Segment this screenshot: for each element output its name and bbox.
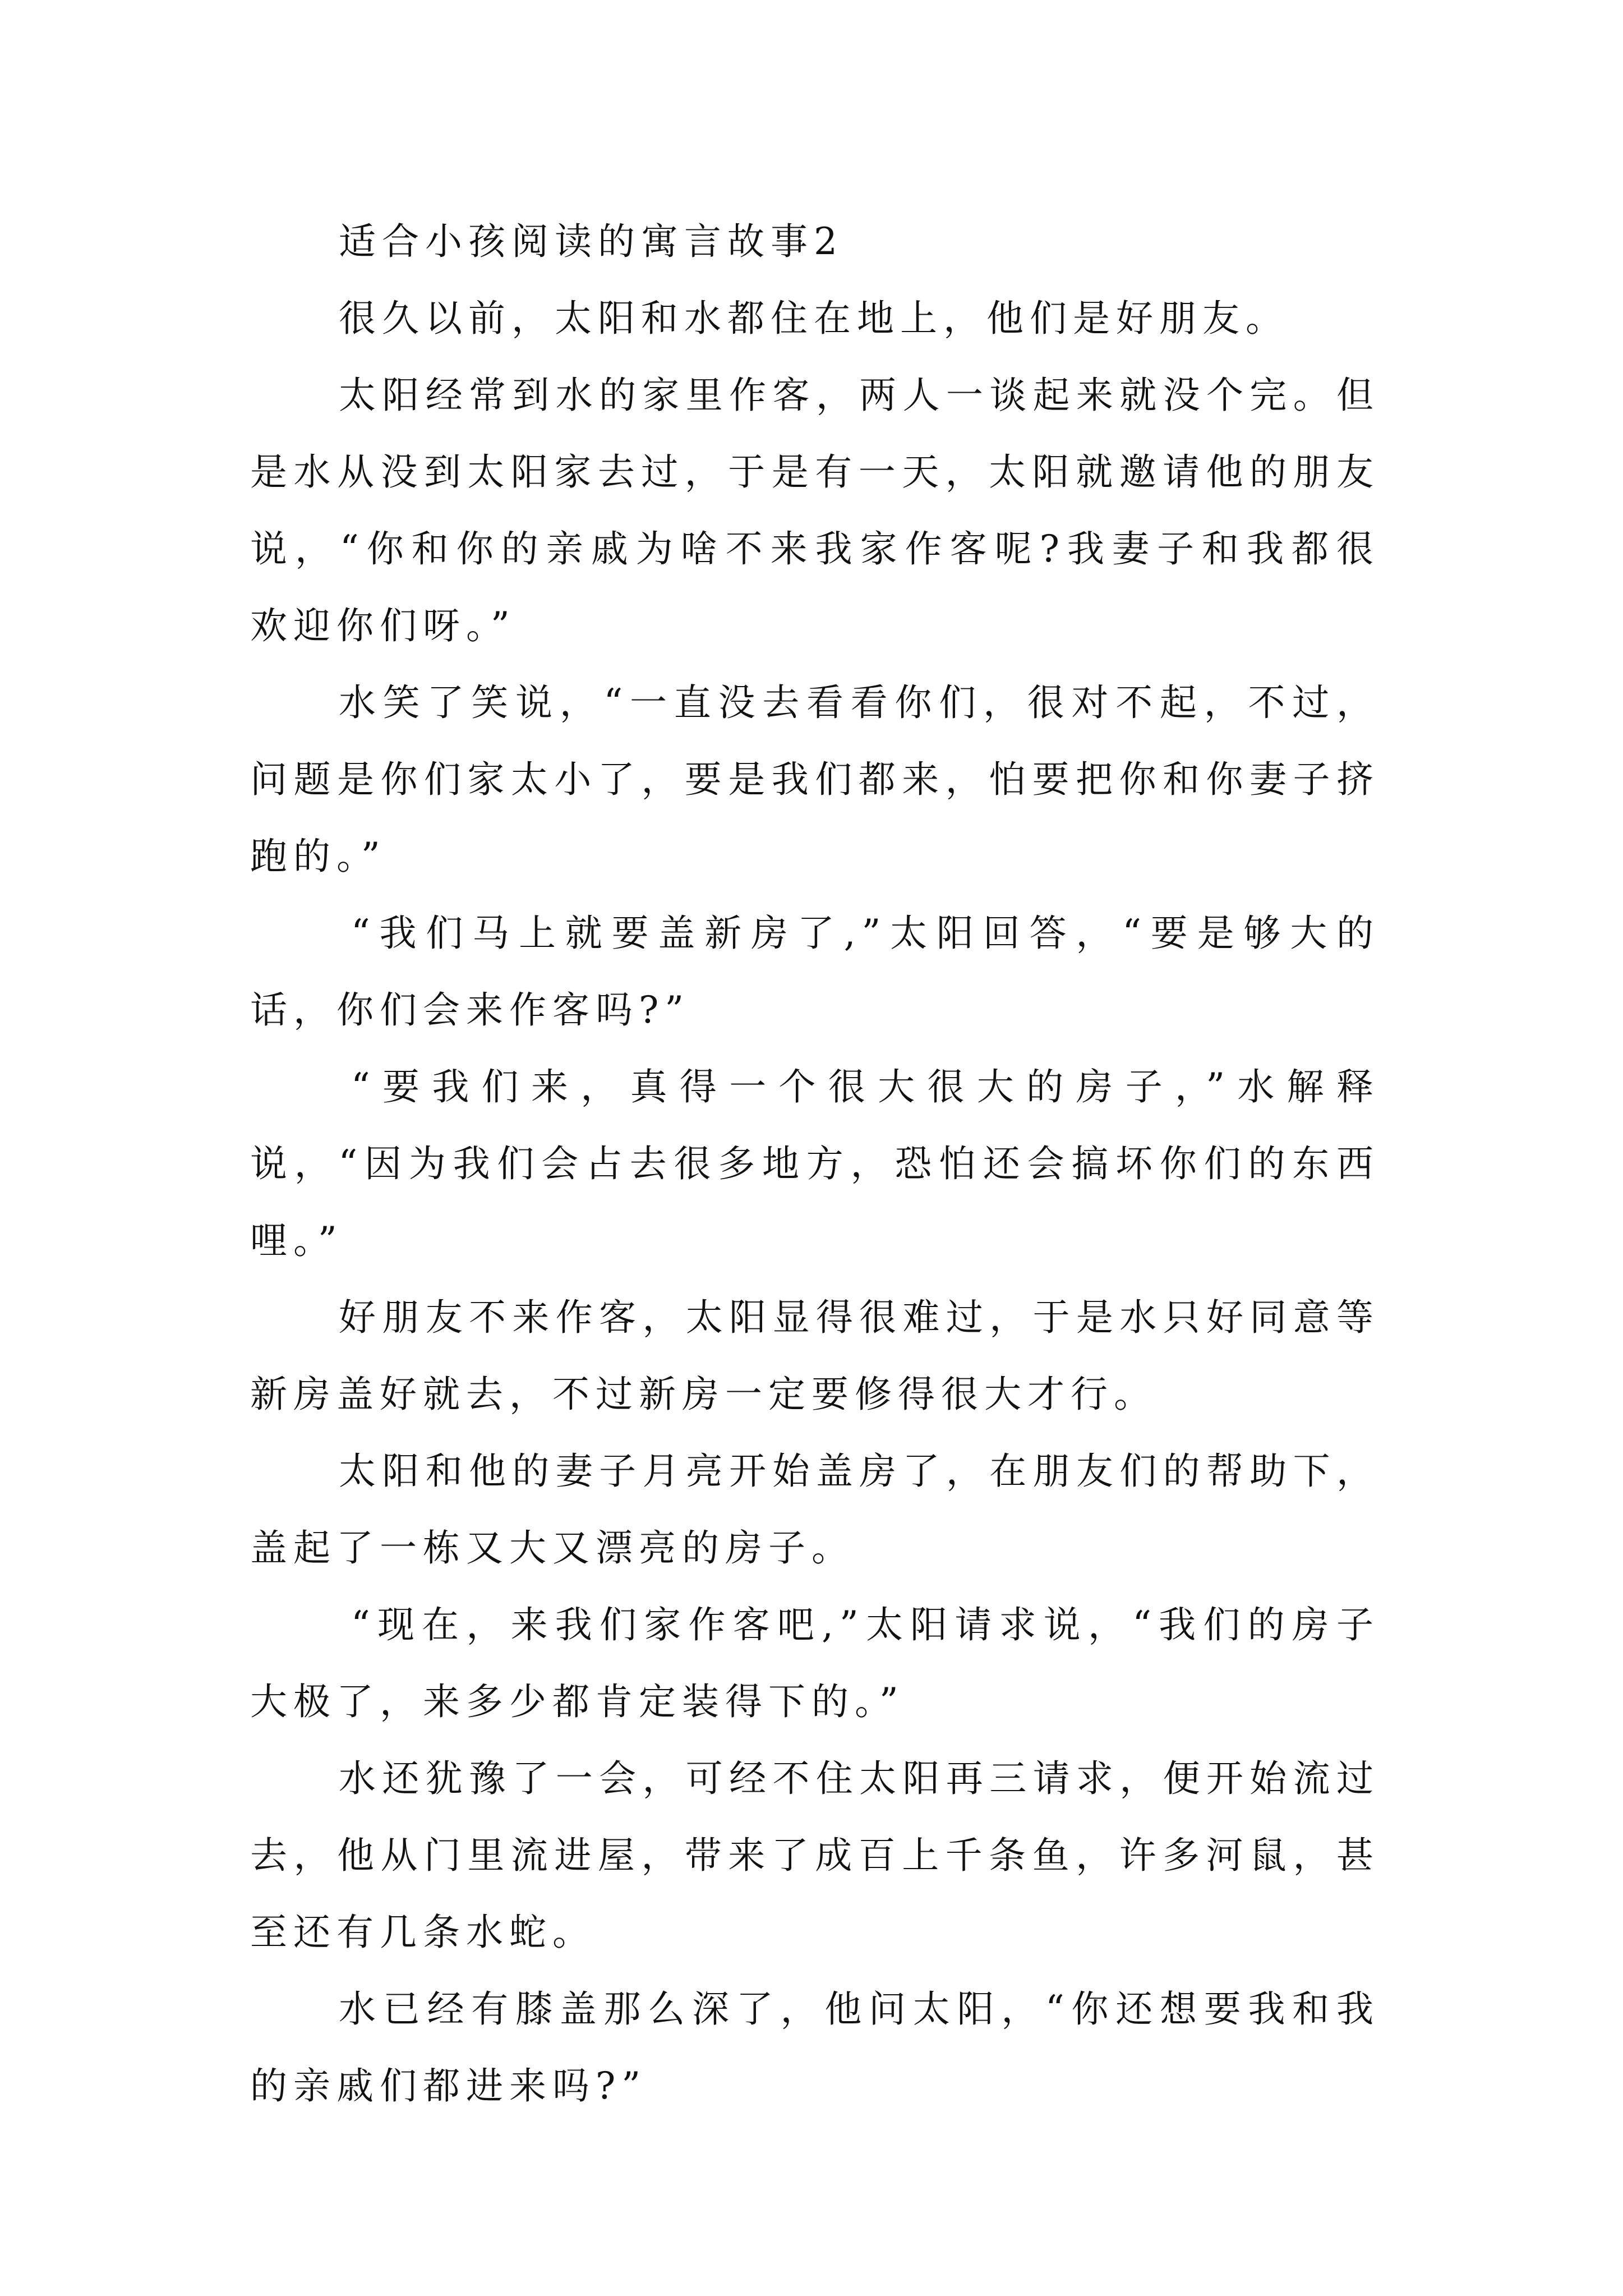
paragraph-10: 水已经有膝盖那么深了，他问太阳，“你还想要我和我的亲戚们都进来吗?” [250,1987,1380,2108]
document-title: 适合小孩阅读的寓言故事2 [339,220,843,263]
paragraph-7: 太阳和他的妻子月亮开始盖房了，在朋友们的帮助下，盖起了一栋又大又漂亮的房子。 [250,1450,1380,1570]
paragraph-1: 很久以前，太阳和水都住在地上，他们是好朋友。 [339,297,1289,340]
paragraph-6: 好朋友不来作客，太阳显得很难过，于是水只好同意等新房盖好就去，不过新房一定要修得很大才行。 [250,1296,1380,1416]
document-body [250,203,1380,2124]
paragraph-2: 太阳经常到水的家里作客，两人一谈起来就没个完。但是水从没到太阳家去过，于是有一天，太阳就邀请他的朋友说，“你和你的亲戚为啥不来我家作客呢?我妻子和我都很欢迎你们呀。” [250,374,1380,647]
paragraph-9: 水还犹豫了一会，可经不住太阳再三请求，便开始流过去，他从门里流进屋，带来了成百上千条鱼，许多河鼠，甚至还有几条水蛇。 [250,1757,1380,1954]
paragraph-4: “我们马上就要盖新房了,”太阳回答，“要是够大的话，你们会来作客吗?” [250,912,1380,1032]
paragraph-5: “要我们来，真得一个很大很大的房子，”水解释说，“因为我们会占去很多地方，恐怕还会搞坏你们的东西哩。” [250,1065,1380,1262]
paragraph-3: 水笑了笑说，“一直没去看看你们，很对不起，不过，问题是你们家太小了，要是我们都来，怕要把你和你妻子挤跑的。” [250,681,1380,878]
paragraph-8: “现在，来我们家作客吧,”太阳请求说，“我们的房子大极了，来多少都肯定装得下的。” [250,1603,1380,1723]
